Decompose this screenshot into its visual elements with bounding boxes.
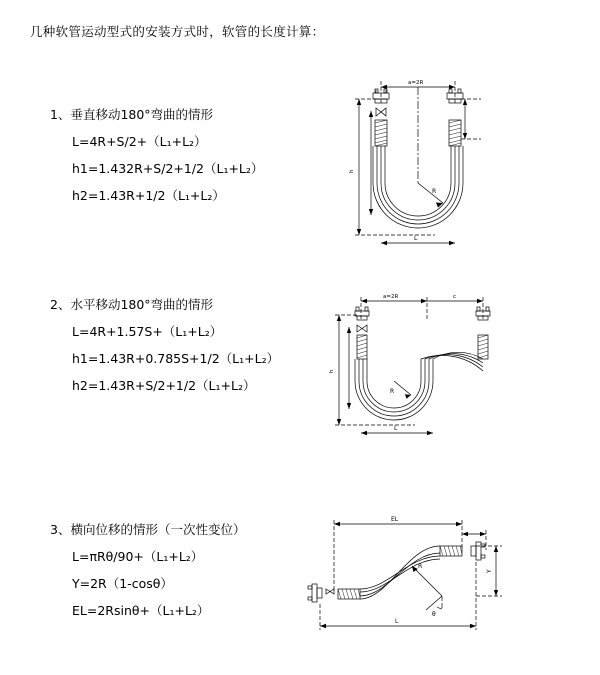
svg-text:c: c [453,294,457,300]
svg-text:R: R [432,188,437,195]
section-2-formula-3: h2=1.43R+S/2+1/2（L₁+L₂） [72,378,256,393]
section-2-formula-2: h1=1.43R+0.785S+1/2（L₁+L₂） [72,351,280,366]
section-2-title: 2、水平移动180°弯曲的情形 [50,297,214,312]
section-3-formula-1: L=πRθ/90+（L₁+L₂） [72,549,204,564]
svg-text:θ: θ [432,611,436,618]
section-1-title: 1、垂直移动180°弯曲的情形 [50,107,214,122]
svg-text:L: L [394,425,398,432]
svg-text:a=2R: a=2R [408,80,424,86]
section-1-formula-2: h1=1.432R+S/2+1/2（L₁+L₂） [72,161,264,176]
section-2-text [50,295,310,394]
figure-lateral-offset [290,510,520,640]
section-3-formula-3: EL=2Rsinθ+（L₁+L₂） [72,603,210,618]
figure-1-svg [315,65,515,255]
svg-text:R: R [418,563,423,570]
svg-text:Y: Y [486,569,493,573]
section-1-formula-3: h2=1.43R+1/2（L₁+L₂） [72,188,225,203]
svg-text:L: L [395,618,399,625]
section-3-title: 3、横向位移的情形（一次性变位） [50,522,246,537]
svg-text:R: R [390,388,395,395]
figure-2-svg [315,285,515,445]
section-1-formula-1: L=4R+S/2+（L₁+L₂） [72,134,207,149]
figure-horizontal-180-bend [315,285,515,445]
section-3-formula-2: Y=2R（1-cosθ） [72,576,173,591]
svg-text:h: h [329,369,335,373]
page-title: 几种软管运动型式的安装方式时，软管的长度计算： [30,24,325,39]
section-3-text [50,520,310,619]
section-1-text [50,105,310,204]
svg-text:L: L [414,235,418,242]
section-2-formula-1: L=4R+1.57S+（L₁+L₂） [72,324,223,339]
svg-text:h: h [349,169,355,173]
figure-3-svg [290,510,520,640]
figure-vertical-180-bend [315,65,515,255]
svg-text:EL: EL [391,516,399,523]
svg-text:a=2R: a=2R [383,294,399,300]
